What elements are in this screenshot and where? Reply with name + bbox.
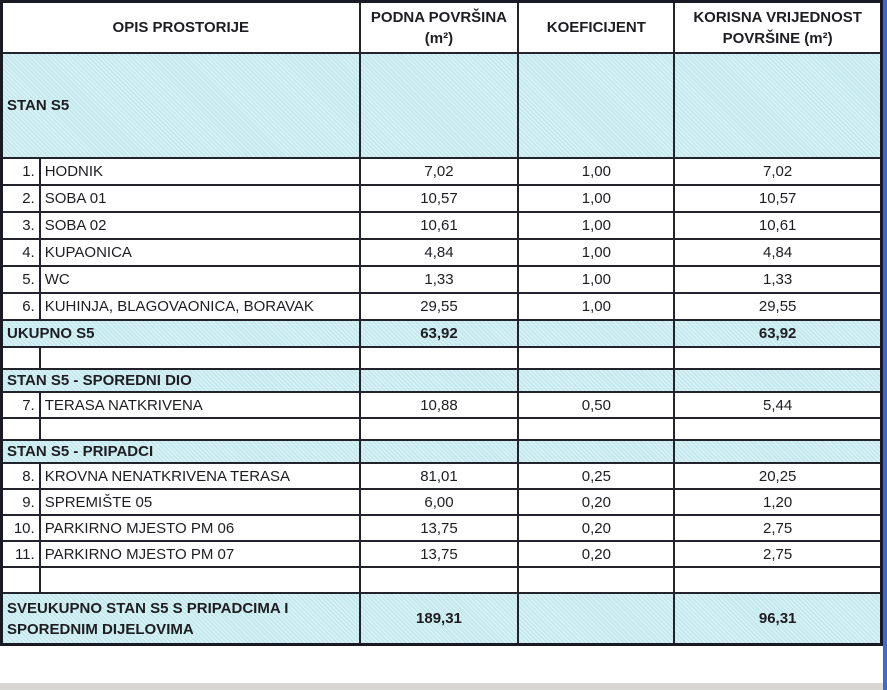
useful-area-cell: 1,20 bbox=[674, 489, 881, 515]
subtotal-coef-cell bbox=[518, 320, 674, 347]
column-header-korisna-line1: KORISNA VRIJEDNOST bbox=[693, 8, 862, 26]
useful-area-cell: 4,84 bbox=[674, 239, 881, 266]
blank-cell bbox=[674, 418, 881, 440]
room-label: KUPAONICA bbox=[40, 239, 360, 266]
grand-total-row bbox=[2, 593, 882, 645]
row-number: 9. bbox=[2, 489, 40, 515]
spacer-row bbox=[2, 418, 882, 440]
room-label: HODNIK bbox=[40, 158, 360, 185]
useful-area-cell: 7,02 bbox=[674, 158, 881, 185]
spacer-row bbox=[2, 567, 882, 593]
area-cell: 6,00 bbox=[360, 489, 519, 515]
section-row-sporedni-dio bbox=[2, 369, 882, 392]
section-label-stan-s5: STAN S5 bbox=[2, 53, 360, 158]
row-number: 6. bbox=[2, 293, 40, 320]
room-label: PARKIRNO MJESTO PM 06 bbox=[40, 515, 360, 541]
useful-area-cell: 5,44 bbox=[674, 392, 881, 418]
room-label: SOBA 02 bbox=[40, 212, 360, 239]
grand-total-area-cell: 189,31 bbox=[360, 593, 519, 645]
table-row-soba-02 bbox=[2, 212, 882, 239]
column-header-korisna-vrijednost bbox=[674, 2, 881, 54]
room-label: SOBA 01 bbox=[40, 185, 360, 212]
section-label-pripadci: STAN S5 - PRIPADCI bbox=[2, 440, 360, 463]
room-label: SPREMIŠTE 05 bbox=[40, 489, 360, 515]
section-fill-cell bbox=[674, 53, 881, 158]
useful-area-cell: 29,55 bbox=[674, 293, 881, 320]
section-row-stan-s5 bbox=[2, 53, 882, 158]
grand-total-label-line1: SVEUKUPNO STAN S5 S PRIPADCIMA I bbox=[7, 599, 289, 617]
section-fill-cell bbox=[360, 53, 519, 158]
useful-area-cell: 2,75 bbox=[674, 541, 881, 567]
blank-cell bbox=[40, 418, 360, 440]
coef-cell: 1,00 bbox=[518, 185, 674, 212]
section-fill-cell bbox=[518, 369, 674, 392]
spacer-row bbox=[2, 347, 882, 369]
blank-cell bbox=[2, 418, 40, 440]
blank-cell bbox=[40, 567, 360, 593]
row-number: 4. bbox=[2, 239, 40, 266]
blank-cell bbox=[360, 567, 519, 593]
room-label: KROVNA NENATKRIVENA TERASA bbox=[40, 463, 360, 489]
table-row-spremiste-05 bbox=[2, 489, 882, 515]
area-cell: 29,55 bbox=[360, 293, 519, 320]
right-edge-accent-line bbox=[883, 0, 887, 690]
useful-area-cell: 2,75 bbox=[674, 515, 881, 541]
table-row-terasa-natkrivena bbox=[2, 392, 882, 418]
blank-cell bbox=[518, 347, 674, 369]
grand-total-label-line2: SPOREDNIM DIJELOVIMA bbox=[7, 620, 194, 638]
row-number: 11. bbox=[2, 541, 40, 567]
subtotal-label: UKUPNO S5 bbox=[2, 320, 360, 347]
grand-total-useful-cell: 96,31 bbox=[674, 593, 881, 645]
section-fill-cell bbox=[360, 369, 519, 392]
coef-cell: 0,50 bbox=[518, 392, 674, 418]
table-row-soba-01 bbox=[2, 185, 882, 212]
area-cell: 10,61 bbox=[360, 212, 519, 239]
room-label: WC bbox=[40, 266, 360, 293]
coef-cell: 1,00 bbox=[518, 266, 674, 293]
section-fill-cell bbox=[518, 53, 674, 158]
column-header-podna-line2: (m²) bbox=[424, 29, 454, 47]
table-row-kuhinja-blagovaonica-boravak bbox=[2, 293, 882, 320]
blank-cell bbox=[2, 347, 40, 369]
section-row-pripadci bbox=[2, 440, 882, 463]
column-header-podna-povrsina bbox=[360, 2, 519, 54]
coef-cell: 0,20 bbox=[518, 515, 674, 541]
bottom-edge-strip bbox=[0, 683, 883, 690]
area-cell: 4,84 bbox=[360, 239, 519, 266]
coef-cell: 0,25 bbox=[518, 463, 674, 489]
blank-cell bbox=[518, 567, 674, 593]
blank-cell bbox=[360, 418, 519, 440]
grand-total-coef-cell bbox=[518, 593, 674, 645]
coef-cell: 0,20 bbox=[518, 541, 674, 567]
room-label: PARKIRNO MJESTO PM 07 bbox=[40, 541, 360, 567]
area-cell: 81,01 bbox=[360, 463, 519, 489]
blank-cell bbox=[674, 567, 881, 593]
table-row-hodnik bbox=[2, 158, 882, 185]
row-number: 5. bbox=[2, 266, 40, 293]
column-header-koeficijent: KOEFICIJENT bbox=[518, 2, 674, 54]
table-row-kupaonica bbox=[2, 239, 882, 266]
blank-cell bbox=[2, 567, 40, 593]
section-fill-cell bbox=[360, 440, 519, 463]
row-number: 7. bbox=[2, 392, 40, 418]
subtotal-row-ukupno-s5 bbox=[2, 320, 882, 347]
area-cell: 10,88 bbox=[360, 392, 519, 418]
area-cell: 10,57 bbox=[360, 185, 519, 212]
row-number: 2. bbox=[2, 185, 40, 212]
table-row-parkirno-mjesto-pm-07 bbox=[2, 541, 882, 567]
row-number: 10. bbox=[2, 515, 40, 541]
column-header-opis-prostorije: OPIS PROSTORIJE bbox=[2, 2, 360, 54]
room-label: TERASA NATKRIVENA bbox=[40, 392, 360, 418]
blank-cell bbox=[518, 418, 674, 440]
row-number: 3. bbox=[2, 212, 40, 239]
section-label-sporedni-dio: STAN S5 - SPOREDNI DIO bbox=[2, 369, 360, 392]
column-header-korisna-line2: POVRŠINE (m²) bbox=[722, 29, 833, 47]
area-cell: 7,02 bbox=[360, 158, 519, 185]
blank-cell bbox=[360, 347, 519, 369]
useful-area-cell: 10,57 bbox=[674, 185, 881, 212]
subtotal-useful-cell: 63,92 bbox=[674, 320, 881, 347]
coef-cell: 1,00 bbox=[518, 158, 674, 185]
section-fill-cell bbox=[674, 440, 881, 463]
row-number: 8. bbox=[2, 463, 40, 489]
table-row-krovna-nenatkrivena-terasa bbox=[2, 463, 882, 489]
coef-cell: 0,20 bbox=[518, 489, 674, 515]
area-cell: 13,75 bbox=[360, 515, 519, 541]
subtotal-area-cell: 63,92 bbox=[360, 320, 519, 347]
table-header-row bbox=[2, 2, 882, 54]
table-row-parkirno-mjesto-pm-06 bbox=[2, 515, 882, 541]
useful-area-cell: 20,25 bbox=[674, 463, 881, 489]
blank-cell bbox=[674, 347, 881, 369]
blank-cell bbox=[40, 347, 360, 369]
useful-area-cell: 1,33 bbox=[674, 266, 881, 293]
coef-cell: 1,00 bbox=[518, 293, 674, 320]
coef-cell: 1,00 bbox=[518, 212, 674, 239]
section-fill-cell bbox=[518, 440, 674, 463]
section-fill-cell bbox=[674, 369, 881, 392]
room-label: KUHINJA, BLAGOVAONICA, BORAVAK bbox=[40, 293, 360, 320]
grand-total-label bbox=[2, 593, 360, 645]
coef-cell: 1,00 bbox=[518, 239, 674, 266]
useful-area-cell: 10,61 bbox=[674, 212, 881, 239]
row-number: 1. bbox=[2, 158, 40, 185]
area-cell: 1,33 bbox=[360, 266, 519, 293]
column-header-podna-line1: PODNA POVRŠINA bbox=[370, 8, 508, 26]
table-row-wc bbox=[2, 266, 882, 293]
area-cell: 13,75 bbox=[360, 541, 519, 567]
